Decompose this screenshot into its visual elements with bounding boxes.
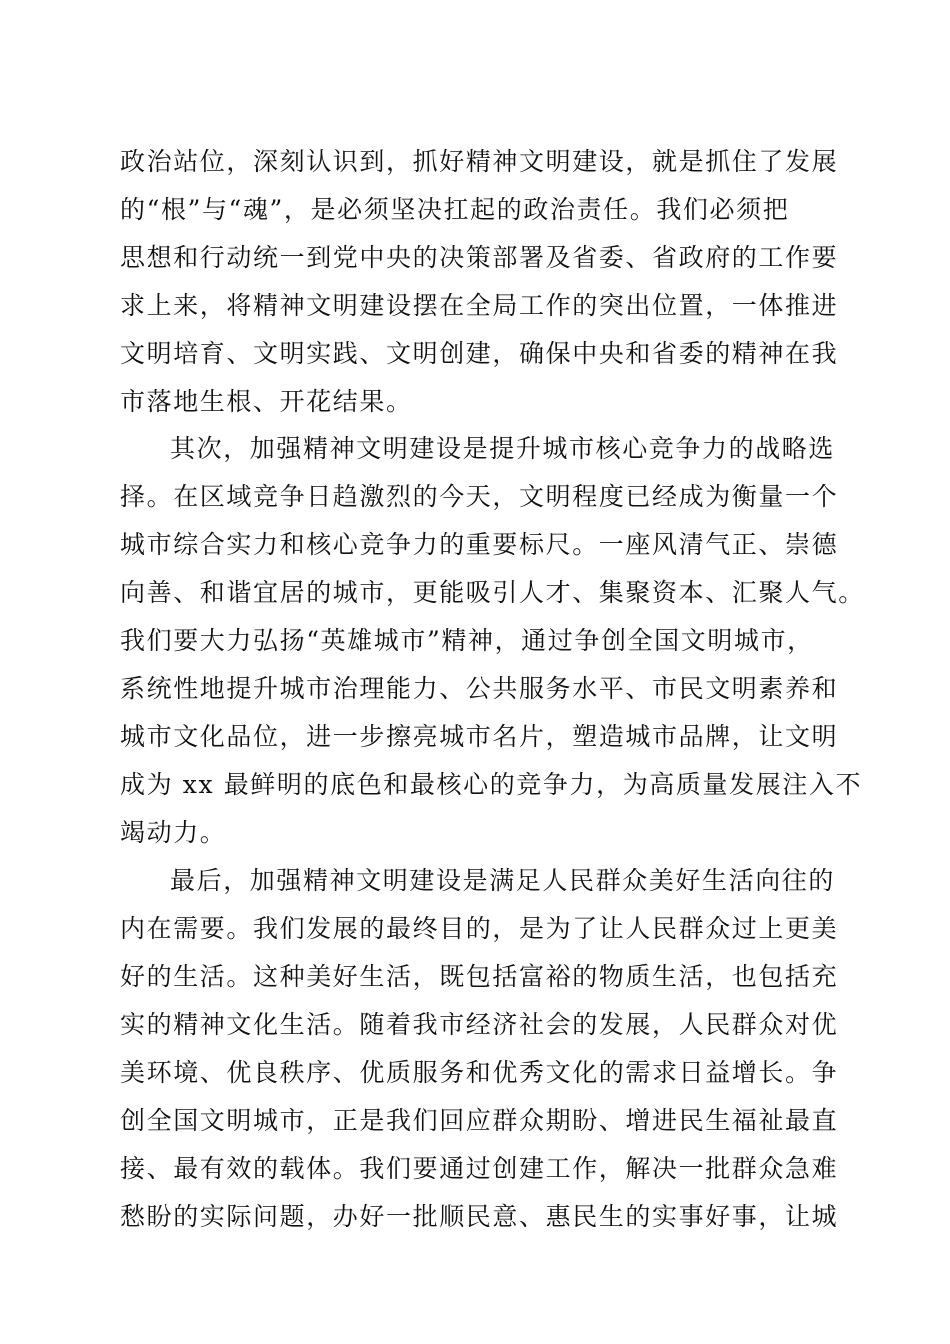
text-line: 择。在区域竞争日趋激烈的今天，文明程度已经成为衡量一个 xyxy=(120,482,839,511)
text-line: 文明培育、文明实践、文明创建，确保中央和省委的精神在我 xyxy=(120,339,839,368)
text-line: 政治站位，深刻认识到，抓好精神文明建设，就是抓住了发展 xyxy=(120,147,839,176)
text-line: 创全国文明城市，正是我们回应群众期盼、增进民生福祉最直 xyxy=(120,1106,839,1135)
paragraph-start-line: 其次，加强精神文明建设是提升城市核心竞争力的战略选 xyxy=(170,434,836,463)
text-line: 内在需要。我们发展的最终目的，是为了让人民群众过上更美 xyxy=(120,914,839,943)
text-line: 好的生活。这种美好生活，既包括富裕的物质生活，也包括充 xyxy=(120,962,839,991)
text-line: 求上来，将精神文明建设摆在全局工作的突出位置，一体推进 xyxy=(120,291,839,320)
text-line: 愁盼的实际问题，办好一批顺民意、惠民生的实事好事，让城 xyxy=(120,1202,839,1231)
text-line: 城市综合实力和核心竞争力的重要标尺。一座风清气正、崇德 xyxy=(120,530,839,559)
text-line: 我们要大力弘扬“英雄城市”精神，通过争创全国文明城市， xyxy=(120,626,814,655)
text-line: 成为 xx 最鲜明的底色和最核心的竞争力，为高质量发展注入不 xyxy=(120,770,863,799)
text-line: 美环境、优良秩序、优质服务和优秀文化的需求日益增长。争 xyxy=(120,1058,839,1087)
text-line: 城市文化品位，进一步擦亮城市名片，塑造城市品牌，让文明 xyxy=(120,722,839,751)
text-line: 向善、和谐宜居的城市，更能吸引人才、集聚资本、汇聚人气。 xyxy=(120,578,865,607)
text-line: 的“根”与“魂”，是必须坚决扛起的政治责任。我们必须把 xyxy=(120,195,790,224)
text-line: 实的精神文化生活。随着我市经济社会的发展，人民群众对优 xyxy=(120,1010,839,1039)
text-line: 思想和行动统一到党中央的决策部署及省委、省政府的工作要 xyxy=(120,243,839,272)
text-line: 接、最有效的载体。我们要通过创建工作，解决一批群众急难 xyxy=(120,1154,839,1183)
text-line: 竭动力。 xyxy=(120,818,227,847)
text-line: 系统性地提升城市治理能力、公共服务水平、市民文明素养和 xyxy=(120,674,839,703)
text-line: 市落地生根、开花结果。 xyxy=(120,387,413,416)
paragraph-start-line: 最后，加强精神文明建设是满足人民群众美好生活向往的 xyxy=(170,866,836,895)
